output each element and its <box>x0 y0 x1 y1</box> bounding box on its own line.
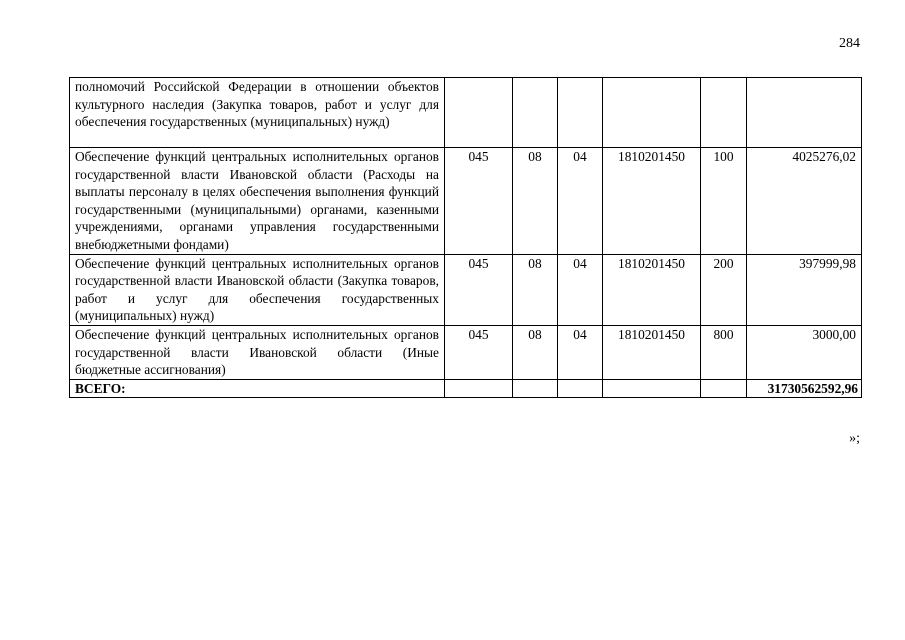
row-subsection: 04 <box>558 148 603 255</box>
empty-cell <box>445 379 513 398</box>
row-expense-type: 200 <box>701 254 747 325</box>
row-target-article <box>603 78 701 148</box>
total-label: ВСЕГО: <box>70 379 445 398</box>
table-row <box>70 148 862 255</box>
row-expense-type: 800 <box>701 325 747 379</box>
row-description: Обеспечение функций центральных исполнительных органов государственной власти Ивановской области (Закупка товаров, работ и услуг для обеспечения государственных (муниципальных) нужд) <box>70 254 445 325</box>
empty-cell <box>513 379 558 398</box>
row-target-article: 1810201450 <box>603 148 701 255</box>
row-expense-type <box>701 78 747 148</box>
empty-cell <box>603 379 701 398</box>
budget-table <box>69 77 862 398</box>
row-amount: 3000,00 <box>747 325 862 379</box>
row-section: 08 <box>513 325 558 379</box>
row-description: полномочий Российской Федерации в отношении объектов культурного наследия (Закупка товаров, работ и услуг для обеспечения государственных (муниципальных) нужд) <box>70 78 445 148</box>
table-row <box>70 78 862 148</box>
row-code: 045 <box>445 254 513 325</box>
row-description: Обеспечение функций центральных исполнительных органов государственной власти Ивановской области (Иные бюджетные ассигнования) <box>70 325 445 379</box>
total-amount: 31730562592,96 <box>747 379 862 398</box>
row-section <box>513 78 558 148</box>
row-code: 045 <box>445 148 513 255</box>
table-row <box>70 325 862 379</box>
total-row <box>70 379 862 398</box>
row-expense-type: 100 <box>701 148 747 255</box>
row-section: 08 <box>513 254 558 325</box>
row-code: 045 <box>445 325 513 379</box>
row-amount: 397999,98 <box>747 254 862 325</box>
row-description: Обеспечение функций центральных исполнительных органов государственной власти Ивановской области (Расходы на выплаты персоналу в целях обеспечения выполнения функций государственными (муниципальными) органами, казенными учреждениями, органами управления государственными внебюджетными фондами) <box>70 148 445 255</box>
row-subsection <box>558 78 603 148</box>
table-row <box>70 254 862 325</box>
row-code <box>445 78 513 148</box>
row-amount: 4025276,02 <box>747 148 862 255</box>
empty-cell <box>558 379 603 398</box>
row-subsection: 04 <box>558 254 603 325</box>
empty-cell <box>701 379 747 398</box>
row-target-article: 1810201450 <box>603 325 701 379</box>
row-subsection: 04 <box>558 325 603 379</box>
row-target-article: 1810201450 <box>603 254 701 325</box>
row-amount <box>747 78 862 148</box>
closing-quote-mark: »; <box>849 431 860 446</box>
page-number: 284 <box>839 36 860 51</box>
row-section: 08 <box>513 148 558 255</box>
